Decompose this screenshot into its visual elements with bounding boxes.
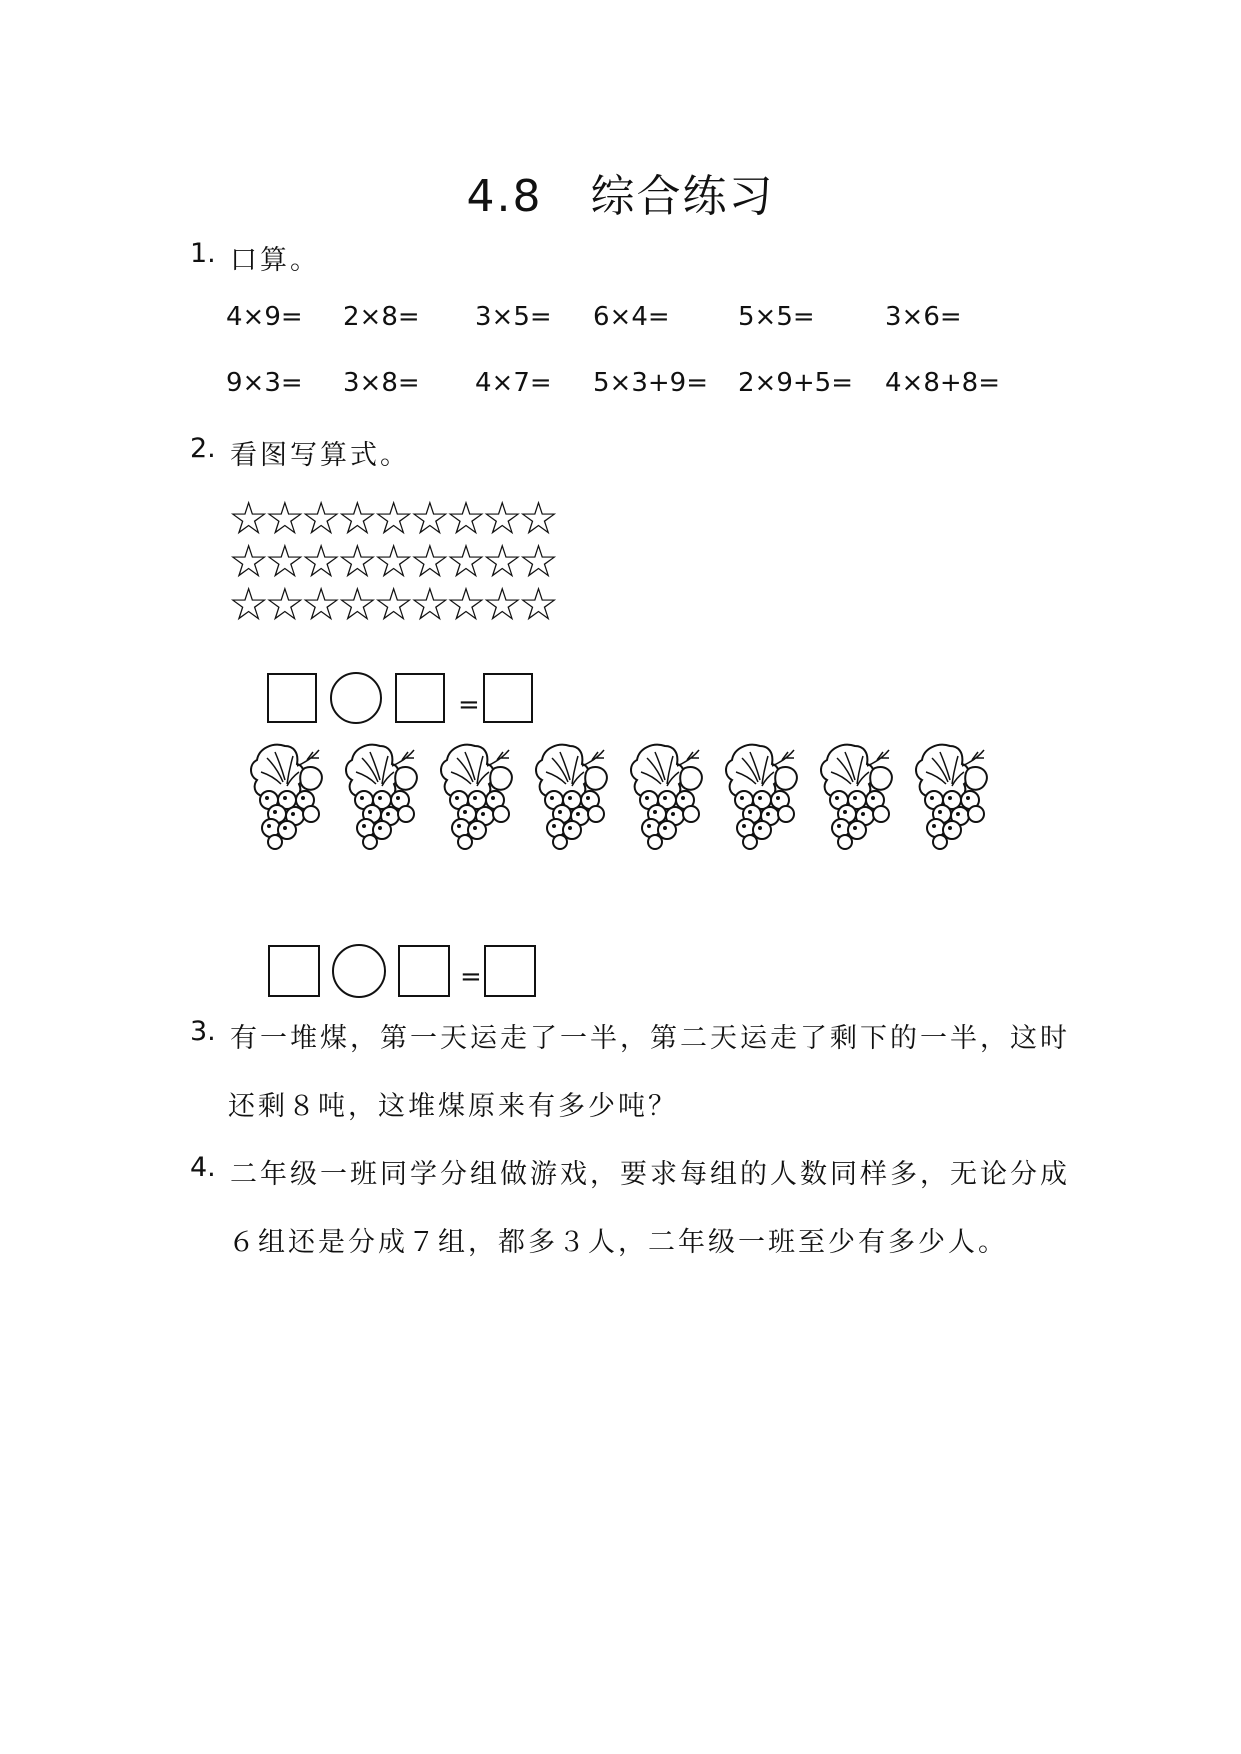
q3-number: 3. xyxy=(190,1016,216,1047)
q1-expr-12: 4×8+8= xyxy=(885,368,1000,398)
grape-bunch-icon xyxy=(720,738,802,850)
q1-number: 1. xyxy=(190,238,216,269)
grape-bunch-icon xyxy=(815,738,897,850)
q1-expr-2: 2×8= xyxy=(343,302,420,332)
q1-expr-7: 9×3= xyxy=(226,368,303,398)
q2-number: 2. xyxy=(190,433,216,464)
section-number: 4.8 xyxy=(466,171,543,222)
operator-circle[interactable] xyxy=(332,944,386,998)
q1-expr-3: 3×5= xyxy=(475,302,552,332)
q1-expr-10: 5×3+9= xyxy=(593,368,708,398)
q4-line-1: 二年级一班同学分组做游戏，要求每组的人数同样多，无论分成 xyxy=(230,1159,1070,1190)
q1-expr-5: 5×5= xyxy=(738,302,815,332)
answer-box[interactable] xyxy=(398,945,450,997)
answer-box[interactable] xyxy=(268,945,320,997)
star-row: ☆☆☆☆☆☆☆☆☆ xyxy=(228,491,555,545)
answer-box[interactable] xyxy=(395,673,445,723)
answer-box[interactable] xyxy=(484,945,536,997)
q1-expr-1: 4×9= xyxy=(226,302,303,332)
q3-line-2: 还剩８吨，这堆煤原来有多少吨？ xyxy=(228,1091,678,1122)
grape-bunch-icon xyxy=(245,738,327,850)
q4-line-2: ６组还是分成７组，都多３人，二年级一班至少有多少人。 xyxy=(228,1227,1008,1258)
grape-bunch-icon xyxy=(910,738,992,850)
star-row: ☆☆☆☆☆☆☆☆☆ xyxy=(228,577,555,631)
q1-expr-8: 3×8= xyxy=(343,368,420,398)
grape-bunch-icon xyxy=(625,738,707,850)
answer-box[interactable] xyxy=(267,673,317,723)
star-row: ☆☆☆☆☆☆☆☆☆ xyxy=(228,534,555,588)
star-grid xyxy=(228,491,555,631)
q1-expr-4: 6×4= xyxy=(593,302,670,332)
equals-sign: = xyxy=(458,690,480,720)
q1-prompt: 口算。 xyxy=(230,245,320,276)
answer-box[interactable] xyxy=(483,673,533,723)
equals-sign: = xyxy=(460,962,482,992)
grape-bunch-icon xyxy=(530,738,612,850)
q4-number: 4. xyxy=(190,1152,216,1183)
page-title xyxy=(0,160,1241,224)
q1-expr-6: 3×6= xyxy=(885,302,962,332)
grape-bunch-icon xyxy=(340,738,422,850)
grape-bunch-icon xyxy=(435,738,517,850)
q1-expr-11: 2×9+5= xyxy=(738,368,853,398)
q1-expr-9: 4×7= xyxy=(475,368,552,398)
section-title: 综合练习 xyxy=(590,171,775,222)
q3-line-1: 有一堆煤，第一天运走了一半，第二天运走了剩下的一半，这时 xyxy=(230,1023,1070,1054)
q2-prompt: 看图写算式。 xyxy=(230,440,410,471)
operator-circle[interactable] xyxy=(330,672,382,724)
